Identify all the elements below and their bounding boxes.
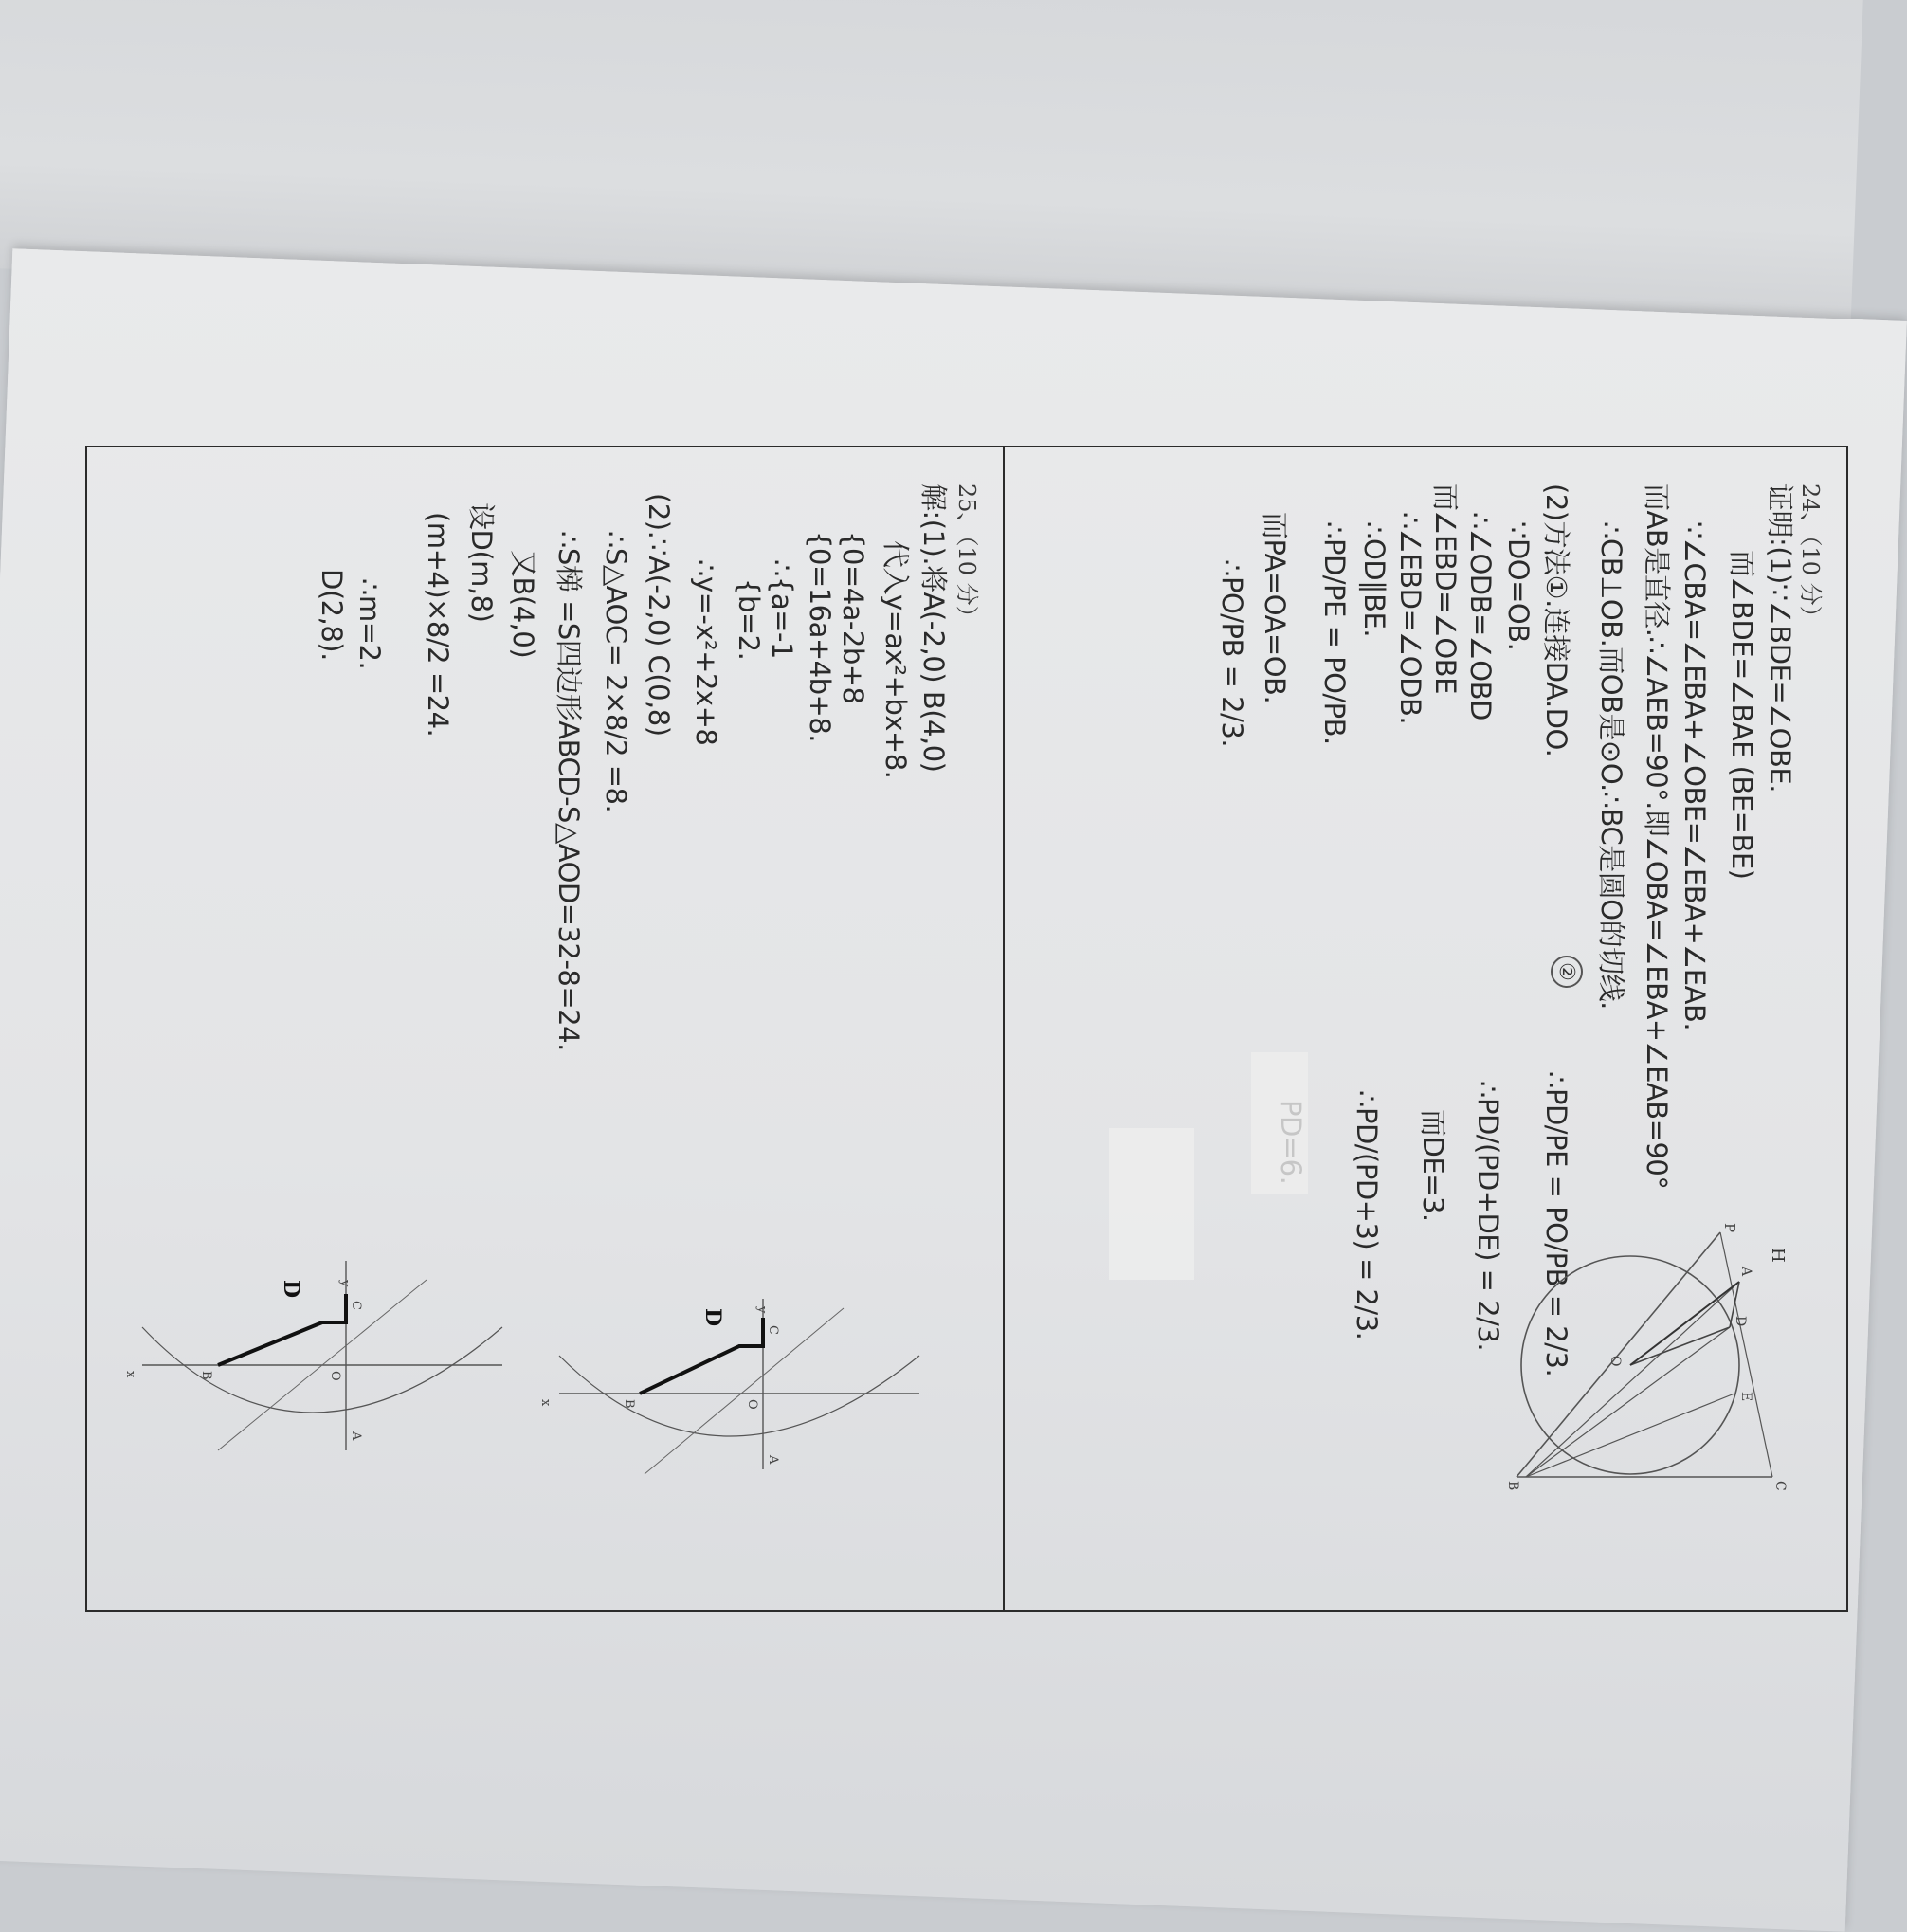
q25-parabola-figure-1 — [540, 1280, 938, 1602]
answer-frame — [85, 446, 1848, 1612]
fig-label-x: x — [123, 1371, 137, 1378]
line-od — [1630, 1327, 1730, 1365]
fig-label-d: D — [700, 1308, 725, 1327]
fig-label-a: A — [349, 1431, 363, 1441]
bold-segment-cdb — [640, 1318, 763, 1394]
q25-line: {0=16a+4b+8. — [804, 531, 836, 742]
q24-line: ∵∠CBA=∠EBA+∠OBE=∠EBA+∠EAB. — [1679, 521, 1711, 1031]
q25-line: D(2,8). — [316, 569, 348, 661]
label-c: C — [1772, 1481, 1788, 1491]
q24-line: 而PA=OA=OB. — [1259, 512, 1291, 704]
bold-segment-cdb — [218, 1294, 346, 1365]
q24-right-line: ∴PD/(PD+3) = 2/3. — [1351, 1090, 1383, 1340]
fig-label-b: B — [622, 1399, 636, 1409]
q25-line: {b=2. — [733, 578, 765, 661]
q25-line: {0=4a-2b+8 — [837, 531, 869, 704]
q24-line: ∵DO=OB. — [1502, 521, 1535, 651]
frame-border-top — [1846, 446, 1848, 1612]
q24-circle-figure — [1498, 1223, 1810, 1593]
q24-line: 而∠BDE=∠BAE (BE=BE) — [1726, 550, 1758, 880]
section-divider — [1003, 446, 1005, 1612]
eraser-smudge — [1109, 1128, 1194, 1280]
q24-right-line: 而DE=3. — [1417, 1109, 1449, 1222]
q25-line: (m+4)×8/2 =24. — [422, 512, 454, 738]
q25-line: ∴y=-x²+2x+8 — [690, 559, 722, 746]
q25-line: 解:(1).将A(-2,0) B(4,0) — [917, 483, 950, 773]
q24-line: ∴PO/PB = 2/3. — [1216, 559, 1248, 748]
q25-line: 设D(m,8) — [465, 502, 498, 623]
line-ab — [1526, 1282, 1739, 1477]
fig-label-y: y — [754, 1306, 769, 1314]
label-d: D — [1733, 1316, 1748, 1327]
fig-label-d: D — [279, 1280, 303, 1299]
q24-line: ∴PD/PE = PO/PB. — [1318, 521, 1351, 745]
q24-line: ∴OD∥BE. — [1358, 521, 1390, 638]
label-o: O — [1607, 1356, 1623, 1367]
label-h: H — [1768, 1248, 1788, 1263]
q25-header: 25、（10 分） — [954, 483, 980, 629]
fig-label-c: C — [766, 1325, 780, 1335]
label-a: A — [1738, 1267, 1753, 1277]
q24-right-line: ∴PD/(PD+DE) = 2/3. — [1472, 1081, 1504, 1352]
q25-line: ∴m=2. — [354, 578, 386, 670]
fig-label-o: O — [745, 1399, 759, 1410]
q25-line: ∴{a=-1 — [766, 559, 798, 659]
line-bc — [645, 1308, 844, 1474]
q24-line: 而∠EBD=∠OBE — [1429, 483, 1462, 694]
fig-label-c: C — [349, 1301, 363, 1310]
q24-line: 而AB是直径.∴∠AEB=90°.即∠OBA=∠EBA+∠EAB=90° — [1641, 483, 1673, 1190]
fig-label-a: A — [766, 1455, 780, 1465]
q24-line: (2)方法①.连接DA.DO. — [1540, 483, 1572, 757]
q24-line: ∴CB⊥OB.而OB是⊙O.∴BC是圆O的切线. — [1595, 521, 1627, 1010]
q25-line: ∴S梯 =S四边形ABCD-S△AOD=32-8=24. — [553, 531, 585, 1051]
q25-line: ∴S△AOC= 2×8/2 =8. — [600, 531, 632, 813]
q24-right-line: ∴PD/PE = PO/PB = 2/3. — [1540, 1071, 1572, 1377]
frame-border-right — [85, 1610, 1848, 1612]
eraser-smudge — [1251, 1052, 1308, 1194]
line-ao-handdrawn — [1630, 1282, 1739, 1365]
label-e: E — [1738, 1392, 1753, 1402]
frame-border-bottom — [85, 446, 87, 1612]
fig-label-o: O — [328, 1371, 342, 1381]
q24-line: ∴∠ODB=∠OBD — [1464, 512, 1497, 720]
fig-label-b: B — [199, 1371, 213, 1380]
label-b: B — [1505, 1481, 1520, 1491]
q24-line: ∴∠EBD=∠ODB. — [1394, 512, 1426, 725]
q25-line: 又B(4,0) — [507, 550, 539, 659]
circled-question-mark: ② — [1551, 956, 1583, 988]
parabola-curve — [142, 1327, 502, 1413]
q25-line: 代入y=ax²+bx+8. — [880, 540, 912, 779]
answer-sheet — [85, 446, 1848, 1612]
line-be — [1526, 1394, 1734, 1477]
fig-label-y: y — [337, 1280, 352, 1287]
fig-label-x: x — [538, 1399, 553, 1407]
q24-line: 证明:(1)∵∠BDE=∠OBE. — [1764, 483, 1796, 793]
label-p: P — [1721, 1223, 1738, 1233]
line-bd — [1526, 1327, 1730, 1477]
q25-line: (2).∵A(-2,0) C(0,8) — [643, 493, 675, 737]
q25-parabola-figure-2 — [123, 1242, 521, 1602]
frame-border-left — [85, 446, 1848, 447]
q24-header: 24、（10 分） — [1797, 483, 1824, 629]
parabola-curve — [559, 1356, 919, 1436]
